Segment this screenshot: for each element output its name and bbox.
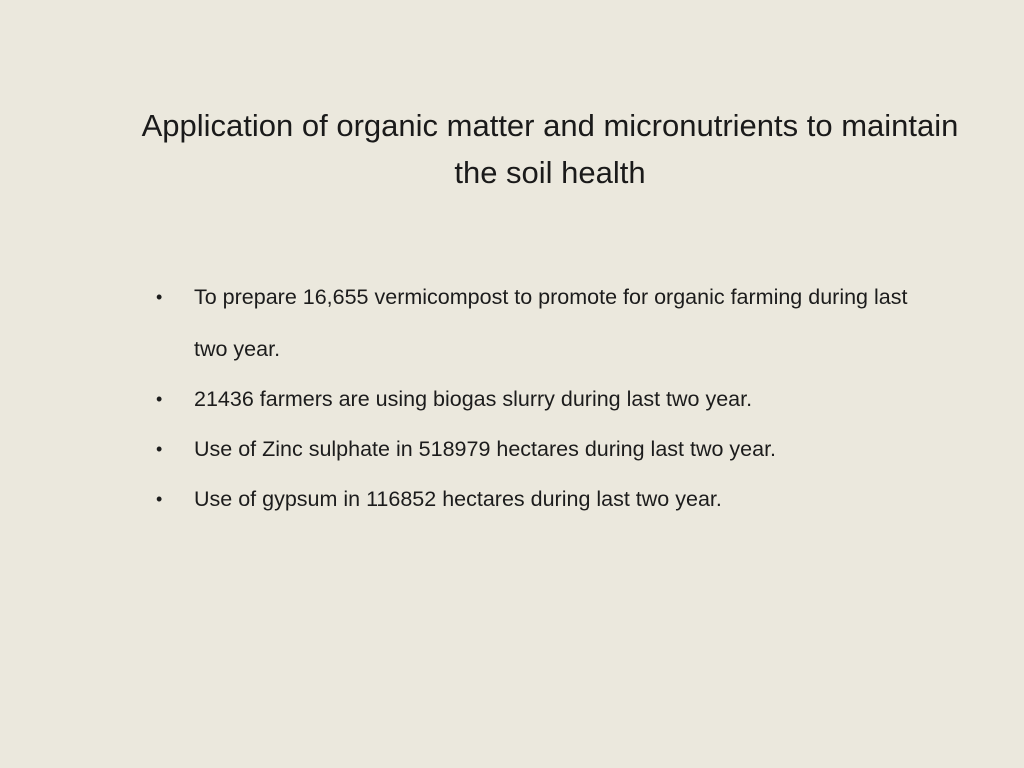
list-item-text: 21436 farmers are using biogas slurry during last two year.	[194, 387, 753, 411]
slide-title: Application of organic matter and micronutrients to maintain the soil health	[141, 108, 959, 190]
list-item-text: Use of gypsum in 116852 hectares during last two year.	[194, 487, 722, 511]
list-item	[150, 436, 910, 462]
bullet-icon: •	[156, 287, 163, 307]
list-item-text: To prepare 16,655 vermicompost to promote for organic farming during last two year.	[194, 285, 908, 361]
bullet-icon: •	[156, 439, 163, 459]
bullet-icon: •	[156, 489, 163, 509]
list-item-text: Use of Zinc sulphate in 518979 hectares during last two year.	[194, 437, 777, 461]
bullet-icon: •	[156, 389, 163, 409]
bullet-list	[150, 284, 910, 536]
list-item	[150, 271, 910, 375]
list-item	[150, 386, 910, 412]
list-item	[150, 486, 910, 512]
